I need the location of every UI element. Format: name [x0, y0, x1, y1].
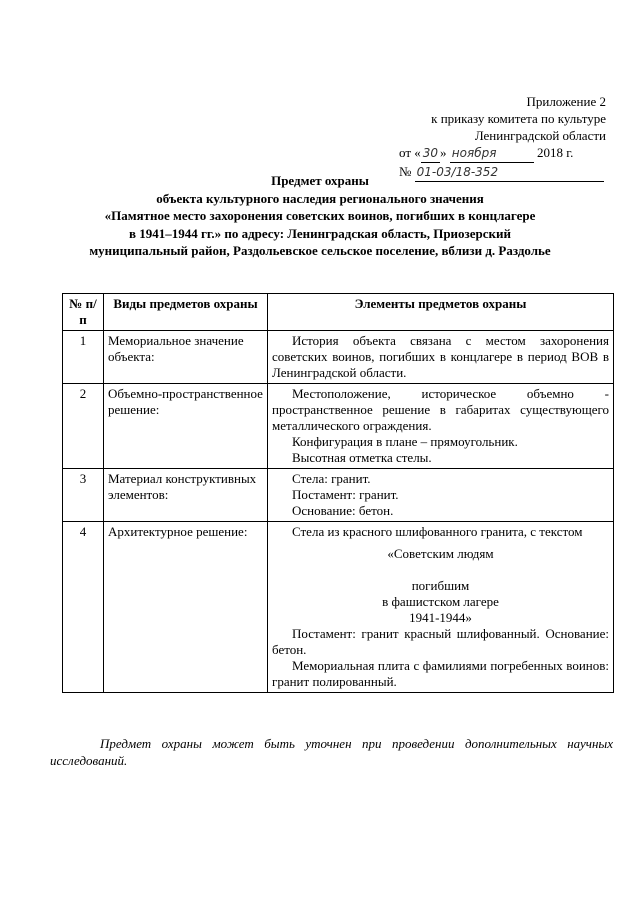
element-text: История объекта связана с местом захоронения советских воинов, погибших в концлагере в период ВОВ в Ленинградской области. — [272, 333, 609, 380]
element-text: Стела из красного шлифованного гранита, с текстом — [292, 524, 583, 539]
row-type: Мемориальное значение объекта: — [104, 331, 268, 384]
date-month: ноября — [450, 145, 534, 163]
appendix-line: к приказу комитета по культуре — [431, 111, 606, 126]
row-type: Архитектурное решение: — [104, 522, 268, 693]
protection-table — [62, 293, 614, 693]
element-text: Местоположение, историческое объемно - пространственное решение в габаритах существующего металлического ограждения. — [272, 386, 609, 433]
element-text: Мемориальная плита с фамилиями погребенных воинов: гранит полированный. — [272, 658, 609, 689]
row-type: Материал конструктивных элементов: — [104, 469, 268, 522]
element-text: Стела: гранит. — [292, 471, 371, 486]
element-text: Постамент: гранит. — [292, 487, 399, 502]
document-title — [40, 172, 600, 260]
title-line: объекта культурного наследия регионального значения — [156, 190, 484, 206]
row-num: 1 — [63, 331, 104, 384]
row-elements — [268, 384, 614, 469]
inscription-line: погибшим — [411, 578, 470, 593]
row-type: Объемно-пространственное решение: — [104, 384, 268, 469]
inscription-line: в фашистском лагере — [382, 594, 499, 609]
header-elements: Элементы предметов охраны — [268, 294, 614, 331]
number-prefix: № — [399, 164, 415, 179]
footnote: Предмет охраны может быть уточнен при проведении дополнительных научных исследований. — [50, 736, 613, 768]
number-value: 01-03/18-352 — [415, 164, 604, 182]
appendix-line: Ленинградской области — [474, 128, 606, 143]
header-num: № п/п — [63, 294, 104, 331]
date-mid: » — [440, 145, 450, 160]
element-text: Основание: бетон. — [292, 503, 394, 518]
row-num: 4 — [63, 522, 104, 693]
title-line: в 1941–1944 гг.» по адресу: Ленинградская область, Приозерский — [128, 225, 512, 241]
inscription-line: 1941-1944» — [409, 610, 472, 625]
date-year: 2018 г. — [533, 145, 574, 160]
appendix-block — [384, 93, 606, 182]
element-text: Высотная отметка стелы. — [292, 450, 432, 465]
row-elements — [268, 469, 614, 522]
table-row — [63, 522, 614, 693]
title-line: Предмет охраны — [271, 173, 369, 188]
element-text: Конфигурация в плане – прямоугольник. — [292, 434, 518, 449]
date-prefix: от « — [399, 145, 421, 160]
table-header-row — [63, 294, 614, 331]
row-num: 3 — [63, 469, 104, 522]
table-row — [63, 384, 614, 469]
order-date — [384, 144, 606, 163]
row-num: 2 — [63, 384, 104, 469]
date-day: 30 — [421, 145, 440, 163]
header-type: Виды предметов охраны — [104, 294, 268, 331]
table-row — [63, 331, 614, 384]
title-line: «Памятное место захоронения советских воинов, погибших в концлагере — [104, 208, 536, 223]
table-row — [63, 469, 614, 522]
title-line: муниципальный район, Раздольевское сельское поселение, вблизи д. Раздолье — [89, 243, 551, 258]
element-text: Постамент: гранит красный шлифованный. Основание: бетон. — [272, 626, 609, 657]
row-elements — [268, 522, 614, 693]
appendix-line: Приложение 2 — [526, 94, 606, 109]
row-elements — [268, 331, 614, 384]
inscription-line: «Советским людям — [387, 546, 494, 561]
